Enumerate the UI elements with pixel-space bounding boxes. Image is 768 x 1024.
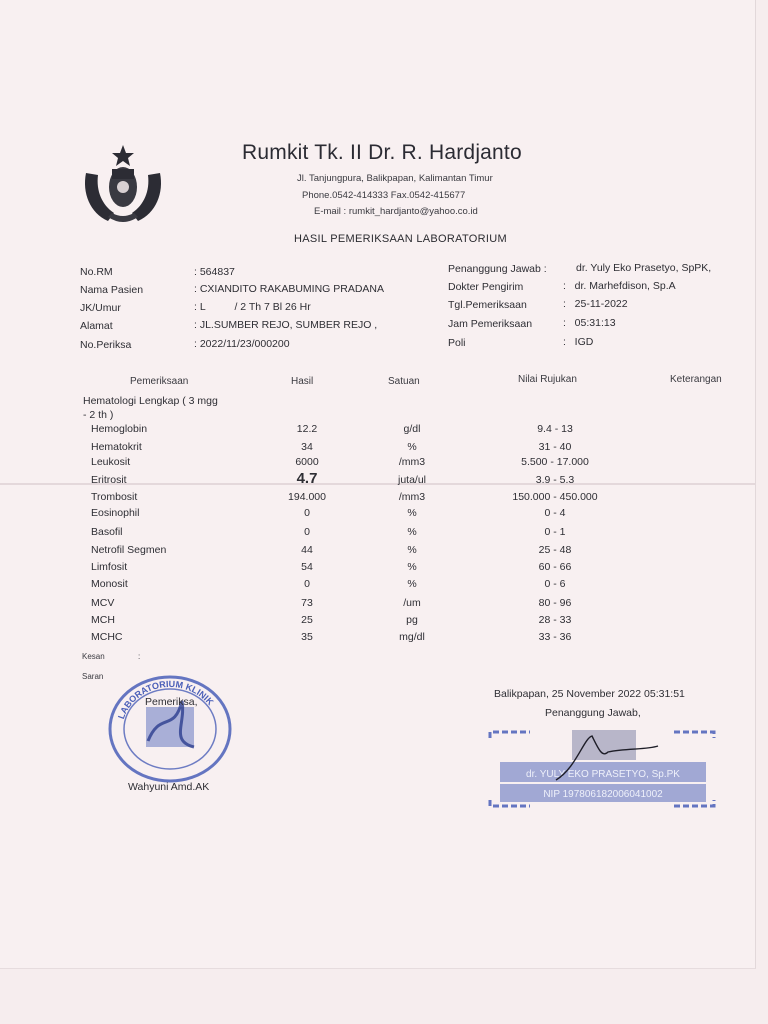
laboratory-stamp [104,671,234,783]
label-poli: Poli [448,337,466,349]
test-name: MCV [91,597,115,609]
label-dokter-pengirim: Dokter Pengirim [448,281,524,293]
test-name: Eritrosit [91,474,127,486]
label-no-periksa: No.Periksa [80,339,132,351]
label-tgl-pemeriksaan: Tgl.Pemeriksaan [448,299,527,311]
test-reference-range: 5.500 - 17.000 [521,456,589,468]
test-name: MCH [91,614,115,626]
examiner-name: Wahyuni Amd.AK [128,781,210,793]
test-name: Netrofil Segmen [91,544,167,556]
group-title-line1: Hematologi Lengkap ( 3 mgg [83,395,218,407]
value-nama-pasien: : CXIANDITO RAKABUMING PRADANA [194,283,385,295]
header-satuan: Satuan [388,376,420,387]
test-unit: mg/dl [399,631,425,643]
test-name: Trombosit [91,491,138,503]
test-result: 54 [301,561,313,573]
stamp-doctor-nip: NIP 197806182006041002 [543,789,663,800]
hospital-name: Rumkit Tk. II Dr. R. Hardjanto [242,141,522,164]
test-unit: /mm3 [398,491,426,503]
test-reference-range: 60 - 66 [538,561,572,573]
label-jk-umur: JK/Umur [80,302,121,314]
test-unit: % [407,526,417,538]
kesan-label: Kesan [82,652,105,661]
saran-label: Saran [82,672,104,681]
test-name: Hematokrit [91,441,142,453]
test-result: 0 [304,578,310,590]
responsible-label: Penanggung Jawab, [545,707,641,719]
test-reference-range: 31 - 40 [538,441,572,453]
test-name: MCHC [91,631,123,643]
value-poli: : IGD [563,336,594,348]
hospital-emblem-logo [78,143,168,227]
value-alamat: : JL.SUMBER REJO, SUMBER REJO , [194,319,378,331]
test-unit: juta/ul [397,474,427,486]
header-keterangan: Keterangan [670,374,722,385]
test-name: Leukosit [91,456,131,468]
test-reference-range: 0 - 4 [544,507,566,519]
test-unit: /um [403,597,421,609]
test-result: 73 [301,597,313,609]
test-name: Basofil [91,526,123,538]
stamp-arc-text: LABORATORIUM KLINIK [116,678,216,721]
test-unit: g/dl [403,423,421,435]
value-jam-pemeriksaan: : 05:31:13 [563,317,616,329]
test-result: 12.2 [296,423,318,435]
place-date: Balikpapan, 25 November 2022 05:31:51 [494,688,685,700]
test-reference-range: 0 - 1 [544,526,566,538]
address-line: Jl. Tanjungpura, Balikpapan, Kalimantan Timur [297,173,493,184]
test-name: Monosit [91,578,128,590]
test-reference-range: 25 - 48 [538,544,572,556]
header-pemeriksaan: Pemeriksaan [130,376,189,387]
value-dokter-pengirim: : dr. Marhefdison, Sp.A [563,280,676,292]
test-reference-range: 150.000 - 450.000 [512,491,598,503]
group-title-line2: - 2 th ) [83,409,114,421]
test-reference-range: 0 - 6 [544,578,566,590]
test-name: Eosinophil [91,507,140,519]
test-result: 44 [301,544,313,556]
test-name: Hemoglobin [91,423,148,435]
test-reference-range: 33 - 36 [538,631,572,643]
test-result: 6000 [295,456,319,468]
test-result: 25 [301,614,313,626]
label-no-rm: No.RM [80,266,113,278]
test-unit: % [407,578,417,590]
label-nama-pasien: Nama Pasien [80,284,144,296]
phone-fax-line: Phone.0542-414333 Fax.0542-415677 [302,190,466,201]
test-result: 194.000 [288,491,326,503]
test-unit: % [407,561,417,573]
test-result: 0 [304,507,310,519]
test-unit: pg [406,614,418,626]
test-result: 35 [301,631,313,643]
test-reference-range: 3.9 - 5.3 [535,474,575,486]
label-alamat: Alamat [80,320,113,332]
email-line: E-mail : rumkit_hardjanto@yahoo.co.id [314,206,478,217]
test-unit: % [407,441,417,453]
label-penanggung-jawab: Penanggung Jawab : [448,263,547,275]
test-unit: % [407,507,417,519]
test-reference-range: 80 - 96 [538,597,572,609]
test-unit: /mm3 [398,456,426,468]
header-nilai-rujukan: Nilai Rujukan [518,374,577,385]
stamp-doctor-name: dr. YULY EKO PRASETYO, Sp.PK [526,769,680,780]
test-result: 0 [304,526,310,538]
test-result: 4.7 [296,470,318,487]
test-reference-range: 28 - 33 [538,614,572,626]
test-name: Limfosit [91,561,128,573]
header-hasil: Hasil [291,376,314,387]
value-no-periksa: : 2022/11/23/000200 [194,338,290,350]
value-jk-umur: : L / 2 Th 7 Bl 26 Hr [194,301,311,313]
label-jam-pemeriksaan: Jam Pemeriksaan [448,318,533,330]
test-reference-range: 9.4 - 13 [537,423,573,435]
test-unit: % [407,544,417,556]
report-title: HASIL PEMERIKSAAN LABORATORIUM [294,233,507,245]
value-no-rm: : 564837 [194,266,235,278]
value-tgl-pemeriksaan: : 25-11-2022 [563,298,628,310]
test-result: 34 [301,441,313,453]
kesan-colon: : [138,652,141,661]
examiner-label: Pemeriksa, [145,696,198,708]
doctor-stamp [486,728,718,810]
value-penanggung-jawab: dr. Yuly Eko Prasetyo, SpPK, [576,262,712,274]
